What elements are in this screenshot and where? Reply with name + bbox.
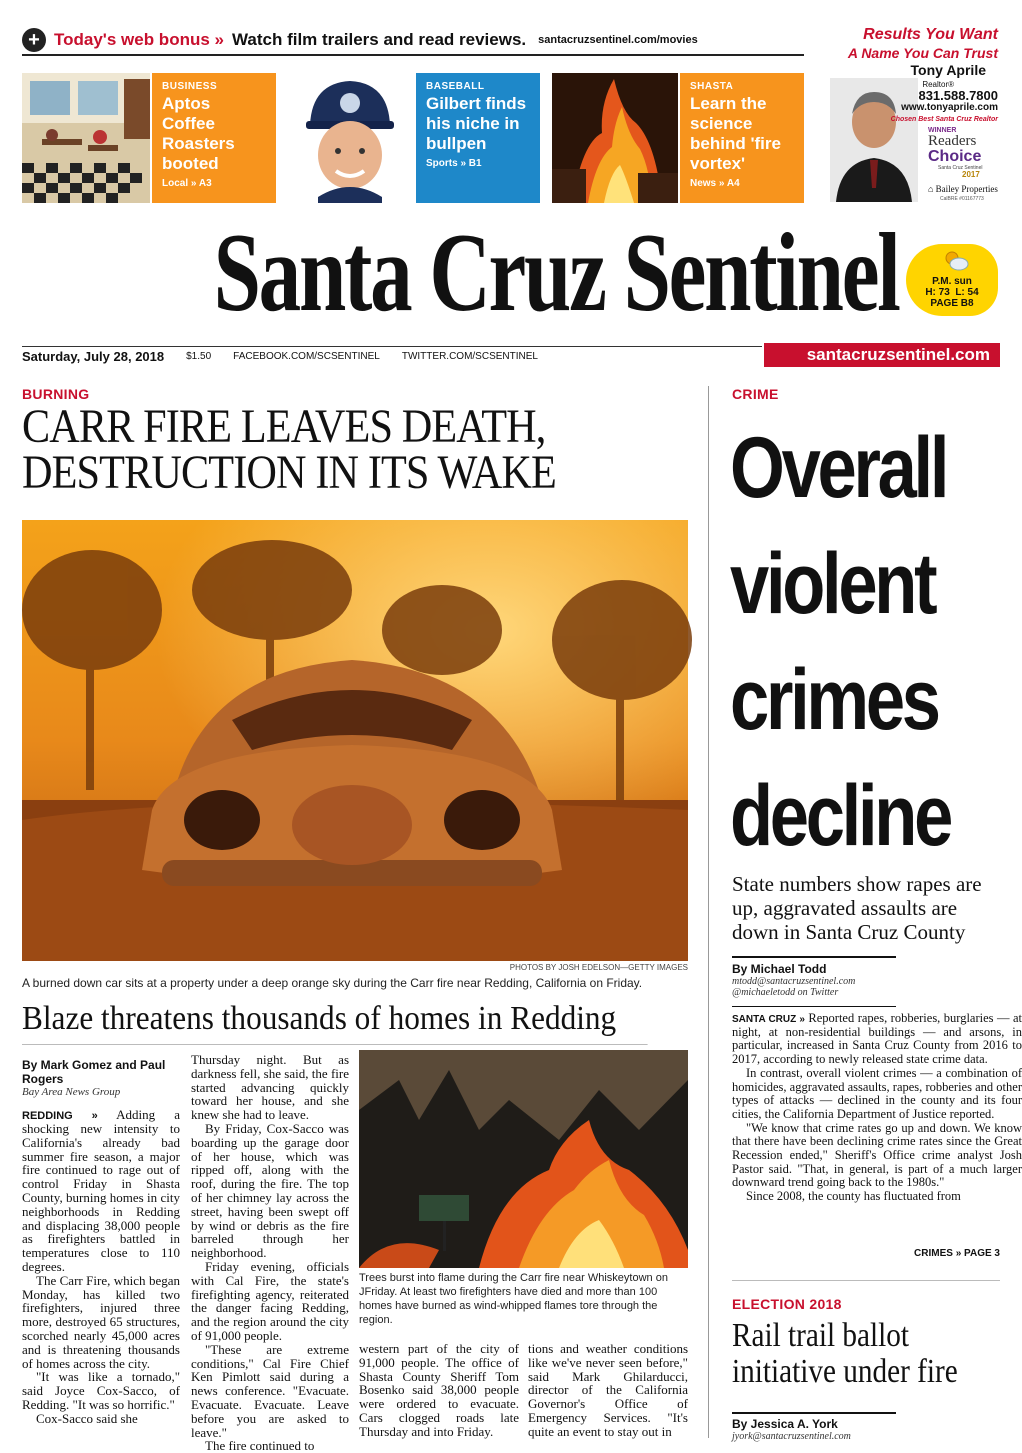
teaser-headline: Learn the science behind 'fire vortex'	[690, 94, 781, 173]
teaser-kicker: SHASTA	[690, 81, 734, 92]
teaser-shasta[interactable]	[680, 73, 804, 203]
partly-sunny-icon	[942, 248, 970, 272]
web-bonus-bar[interactable]	[22, 26, 804, 56]
lead-headline-line: DESTRUCTION IN ITS WAKE	[22, 446, 556, 499]
lead-dateline-word: REDDING »	[22, 1110, 98, 1122]
baseball-player-photo[interactable]	[288, 73, 412, 203]
body-paragraph: western part of the city of 91,000 people. The office of Shasta County Sheriff Tom Bosenko said 38,000 people were ordered to evacuate. Cars clogged roads late Thursday and into Friday.	[359, 1341, 519, 1439]
column-divider	[708, 386, 709, 1438]
realtor-portrait	[830, 78, 918, 202]
weather-high: H: 73	[925, 287, 950, 298]
body-paragraph	[22, 1108, 180, 1274]
election-headline-line: initiative under fire	[732, 1353, 958, 1390]
coffee-shop-photo[interactable]	[22, 73, 150, 203]
photo-credit: PHOTOS BY JOSH EDELSON—GETTY IMAGES	[509, 963, 688, 972]
teaser-kicker: BASEBALL	[426, 81, 485, 92]
body-paragraph: "We know that crime rates go up and down. We know that there have been declining crime rates since the Great Recession ended," Sheriff's Office crime analyst Josh Pastor said. "That, in general, is part of a much larger downward trend going back to the 1980s."	[732, 1120, 1022, 1190]
body-paragraph: "These are extreme conditions," Cal Fire Chief Ken Pimlott said during a news conference. "Evacuate. Evacuate. Evacuate. Leave before you are asked to leave."	[191, 1341, 349, 1440]
realtor-ad[interactable]	[828, 26, 1000, 206]
body-paragraph: Cox-Sacco said she	[36, 1410, 138, 1426]
election-byline-block	[732, 1417, 1000, 1442]
body-paragraph: Since 2008, the county has fluctuated from	[746, 1189, 961, 1204]
ad-phone[interactable]: 831.588.7800	[918, 88, 998, 103]
teaser-page-ref: Local » A3	[162, 178, 212, 189]
crime-twitter[interactable]: @michaeletodd on Twitter	[732, 987, 839, 998]
body-paragraph: The Carr Fire, which began Monday, has killed two firefighters, injured three more, destroyed 65 structures, scorched nearly 45,000 acres and is threatening thousands of homes across the city.	[22, 1272, 180, 1371]
divider	[732, 956, 896, 958]
teaser-business[interactable]	[152, 73, 276, 203]
election-email[interactable]: jyork@santacruzsentinel.com	[732, 1431, 851, 1442]
body-paragraph	[732, 1012, 1022, 1067]
issue-price: $1.50	[186, 351, 212, 362]
lead-column-4	[528, 1342, 688, 1438]
ad-company	[928, 184, 998, 194]
crime-headline-line: decline	[730, 768, 951, 864]
ad-title	[848, 26, 998, 62]
divider	[732, 1412, 896, 1414]
teaser-headline: Gilbert finds his niche in bullpen	[426, 94, 527, 153]
ad-award-choice: Choice	[928, 148, 982, 165]
divider	[732, 1006, 896, 1007]
burned-car-photo[interactable]	[22, 520, 688, 961]
crime-byline[interactable]: By Michael Todd	[732, 962, 827, 976]
bailey-logo-icon: ⌂	[928, 184, 936, 194]
issue-date: Saturday, July 28, 2018	[22, 349, 165, 364]
crime-headline-line: violent	[730, 536, 935, 632]
ad-award-year: 2017	[962, 170, 980, 179]
web-bonus-text: Watch film trailers and read reviews.	[231, 30, 527, 49]
election-byline[interactable]: By Jessica A. York	[732, 1417, 838, 1431]
weather-badge[interactable]	[906, 244, 998, 316]
ad-tagline: Chosen Best Santa Cruz Realtor	[890, 116, 998, 123]
trees-fire-photo[interactable]	[359, 1050, 688, 1268]
teaser-page-ref: Sports » B1	[426, 158, 482, 169]
lead-byline-block	[22, 1058, 180, 1098]
body-paragraph: "It was like a tornado," said Joyce Cox-Sacco, of Redding. "It was so horrific."	[22, 1369, 180, 1412]
facebook-link[interactable]: FACEBOOK.COM/SCSENTINEL	[233, 351, 380, 362]
weather-temps	[906, 287, 998, 298]
lead-column-2	[191, 1052, 349, 1453]
ad-award-pub: Santa Cruz Sentinel	[938, 165, 983, 171]
ad-award-winner: WINNER	[928, 127, 957, 134]
masthead-title[interactable]: Santa Cruz Sentinel	[213, 211, 899, 335]
ad-license: CalBRE #01167773	[940, 196, 984, 202]
crime-headline-line: Overall	[730, 420, 947, 516]
lead-byline-org: Bay Area News Group	[22, 1086, 121, 1098]
ad-company-name: Bailey Properties	[935, 184, 998, 194]
weather-page: PAGE B8	[930, 298, 974, 309]
ad-title-line: Results You Want	[863, 26, 998, 43]
crime-body	[732, 1012, 1022, 1256]
body-paragraph: By Friday, Cox-Sacco was boarding up the garage door of her house, which was ripped off, along with the roof, during the fire. The top of her chimney lay across the street, having been swept off by wind or debris as the fire barreled through her neighborhood.	[191, 1120, 349, 1261]
ad-realtor-name: Tony Aprile	[910, 62, 986, 78]
web-bonus-label: Today's web bonus »	[54, 30, 224, 49]
body-paragraph: Friday evening, officials with Cal Fire, the state's firefighting agency, reiterated the danger facing Redding, and the region around the city of 91,000 people.	[191, 1258, 349, 1343]
crime-kicker: CRIME	[732, 386, 779, 402]
crime-email[interactable]: mtodd@santacruzsentinel.com	[732, 976, 856, 987]
twitter-link[interactable]: TWITTER.COM/SCSENTINEL	[401, 351, 538, 362]
website-link[interactable]: santacruzsentinel.com	[764, 343, 1000, 367]
teaser-baseball[interactable]	[416, 73, 540, 203]
crime-dek: State numbers show rapes are up, aggravated assaults are down in Santa Cruz County	[732, 872, 982, 944]
web-bonus-url[interactable]: santacruzsentinel.com/movies	[538, 34, 698, 46]
lead-column-1	[22, 1108, 180, 1438]
lead-column-3	[359, 1342, 519, 1438]
teaser-headline: Aptos Coffee Roasters booted	[162, 94, 235, 173]
election-headline[interactable]	[732, 1318, 990, 1390]
ad-role: Realtor®	[922, 80, 954, 89]
weather-low: L: 54	[955, 287, 979, 298]
photo2-caption: Trees burst into flame during the Carr fire near Whiskeytown on JFriday. At least two firefighters have died and more than 100 homes have burned as wind-whipped flames tore through the region.	[359, 1272, 668, 1326]
crime-headline-line: crimes	[730, 652, 938, 748]
plus-icon: +	[22, 28, 46, 52]
photo-caption: A burned down car sits at a property under a deep orange sky during the Carr fire near Redding, California on Friday.	[22, 976, 643, 990]
body-paragraph: tions and weather conditions like we've never seen before," said Mark Ghilarducci, director of the California Governor's Office of Emergency Services. "It's quite an event to stay out in	[528, 1341, 688, 1439]
paragraph-text: Adding a shocking new intensity to California's already bad summer fire season, a major fire continued to rage out of control Friday in Shasta County, burning homes in city neighborhoods in Redding and displacing 38,000 people as firefighters battled in temperatures close to 110 degrees.	[22, 1107, 180, 1274]
ad-award-readers: Readers	[928, 133, 977, 149]
ad-title-line: A Name You Can Trust	[847, 45, 998, 61]
body-paragraph: In contrast, overall violent crimes — a combination of homicides, aggravated assaults, rapes, robberies and other types of attacks — declined in the county and its four cities, the California Department of Justice reported.	[732, 1065, 1022, 1121]
teaser-kicker: BUSINESS	[162, 81, 218, 92]
paragraph-text: Reported rapes, robberies, burglaries — at night, at non-residential buildings — and arsons, in particular, increased in Santa Cruz County from 2016 to 2017, according to newly released state crime data.	[732, 1011, 1022, 1067]
lead-kicker: BURNING	[22, 386, 90, 402]
lead-headline[interactable]	[22, 400, 620, 499]
fire-vortex-photo[interactable]	[552, 73, 678, 203]
crime-headline[interactable]	[730, 410, 951, 874]
weather-label: P.M. sun	[932, 276, 972, 287]
teaser-page-ref: News » A4	[690, 178, 740, 189]
body-paragraph: The fire continued to	[205, 1438, 315, 1453]
divider	[732, 1280, 1000, 1281]
dateline-bar	[22, 346, 762, 366]
crime-jump-link[interactable]: CRIMES » PAGE 3	[914, 1248, 1000, 1259]
body-paragraph: Thursday night. But as darkness fell, she said, the fire started advancing quickly toward her house, and she knew she had to leave.	[191, 1052, 349, 1123]
lead-headline-line: CARR FIRE LEAVES DEATH,	[22, 400, 546, 453]
crime-byline-block	[732, 962, 1000, 998]
lead-byline[interactable]: By Mark Gomez and Paul Rogers	[22, 1058, 166, 1086]
election-headline-line: Rail trail ballot	[732, 1317, 910, 1354]
election-kicker: ELECTION 2018	[732, 1296, 842, 1312]
ad-website[interactable]: www.tonyaprile.com	[901, 102, 998, 113]
crime-dateline-word: SANTA CRUZ »	[732, 1014, 805, 1025]
lead-subhead[interactable]: Blaze threatens thousands of homes in Redding	[22, 1000, 648, 1045]
